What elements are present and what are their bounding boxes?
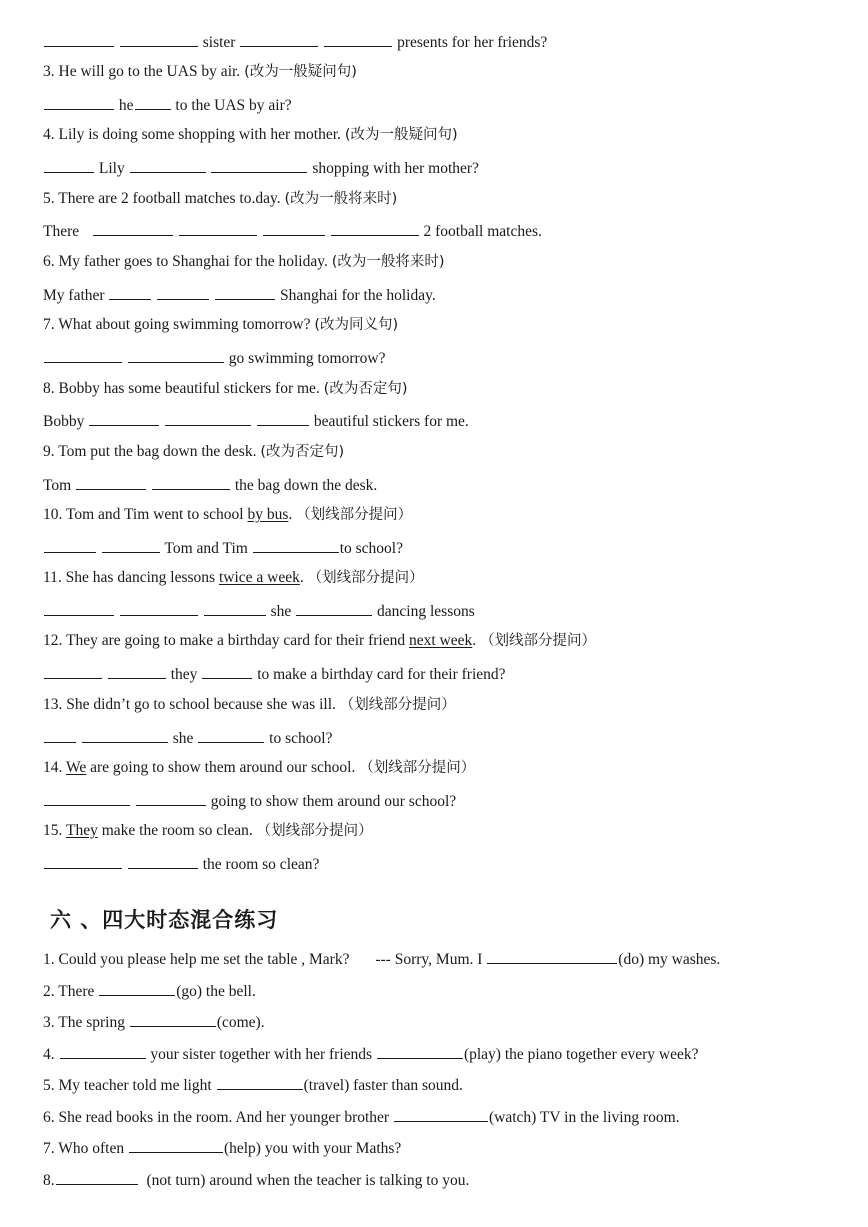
blank[interactable]: [394, 1106, 488, 1122]
blank[interactable]: [44, 94, 114, 110]
question-text: (not turn) around when the teacher is talking to you.: [146, 1172, 470, 1189]
question-10: [43, 505, 412, 525]
question-text: .: [288, 506, 293, 523]
text: he: [118, 97, 134, 114]
question-text: .: [472, 632, 477, 649]
question-text: .: [299, 569, 304, 586]
blank[interactable]: [257, 410, 309, 426]
underlined-part: They: [65, 822, 98, 839]
answer-line-14: [43, 790, 456, 812]
question-text: 7. Who often: [43, 1140, 125, 1157]
question-text: 10. Tom and Tim went to school: [43, 506, 244, 523]
text: My father: [43, 287, 105, 304]
blank[interactable]: [120, 31, 198, 47]
tense-question-1: [43, 948, 720, 970]
blank[interactable]: [82, 727, 168, 743]
text: she: [270, 603, 292, 620]
tense-question-2: [43, 980, 256, 1002]
question-text: 5. There are 2 football matches to.day.: [43, 190, 281, 207]
question-text: 7. What about going swimming tomorrow?: [43, 316, 311, 333]
answer-line-3: [43, 94, 292, 116]
blank[interactable]: [60, 1043, 146, 1059]
text: go swimming tomorrow?: [228, 350, 386, 367]
question-text: (watch) TV in the living room.: [488, 1109, 680, 1126]
answer-line-4: [43, 157, 479, 179]
question-text: 14.: [43, 759, 63, 776]
question-text: make the room so clean.: [101, 822, 253, 839]
text: Bobby: [43, 413, 85, 430]
instruction: (改为否定句): [260, 444, 345, 460]
text: to school?: [269, 730, 333, 747]
blank[interactable]: [128, 347, 224, 363]
blank[interactable]: [215, 284, 275, 300]
question-text: (go) the bell.: [176, 983, 256, 1000]
question-text: 5. My teacher told me light: [43, 1077, 212, 1094]
answer-line-10: [43, 537, 403, 559]
answer-line-13: [43, 727, 332, 749]
text: to school?: [339, 540, 403, 557]
question-text: 11. She has dancing lessons: [43, 569, 216, 586]
instruction: (改为一般将来时): [284, 191, 398, 207]
tense-question-7: [43, 1137, 401, 1159]
blank[interactable]: [179, 220, 257, 236]
question-text: (help) you with your Maths?: [223, 1140, 402, 1157]
blank[interactable]: [211, 157, 307, 173]
text: the room so clean?: [202, 856, 320, 873]
blank[interactable]: [157, 284, 209, 300]
instruction: (改为一般疑问句): [344, 127, 458, 143]
question-3: [43, 62, 357, 82]
text: shopping with her mother?: [312, 160, 479, 177]
blank[interactable]: [324, 31, 392, 47]
blank[interactable]: [487, 948, 617, 964]
blank[interactable]: [136, 790, 206, 806]
instruction: （划线部分提问）: [480, 633, 596, 649]
blank[interactable]: [152, 474, 230, 490]
answer-line-9: [43, 474, 377, 496]
blank[interactable]: [44, 853, 122, 869]
question-12: [43, 631, 596, 651]
question-13: [43, 695, 456, 715]
answer-line-12: [43, 663, 506, 685]
question-text: your sister together with her friends: [150, 1046, 373, 1063]
text: There: [43, 223, 80, 240]
text: Tom and Tim: [164, 540, 248, 557]
question-15: [43, 821, 373, 841]
blank[interactable]: [202, 663, 252, 679]
question-9: [43, 442, 344, 462]
answer-line-8: [43, 410, 469, 432]
underlined-part: We: [65, 759, 87, 776]
tense-question-8: [43, 1169, 469, 1191]
tense-question-3: [43, 1011, 265, 1033]
question-7: [43, 315, 398, 335]
answer-line-7: [43, 347, 385, 369]
tense-question-5: [43, 1074, 463, 1096]
question-6: [43, 252, 445, 272]
text: they: [170, 666, 198, 683]
blank[interactable]: [129, 1137, 223, 1153]
instruction: (改为否定句): [323, 381, 408, 397]
question-8: [43, 379, 408, 399]
text: Lily: [98, 160, 125, 177]
blank[interactable]: [377, 1043, 463, 1059]
answer-line-6: [43, 284, 436, 306]
blank[interactable]: [253, 537, 339, 553]
blank[interactable]: [44, 31, 114, 47]
question-text: 12. They are going to make a birthday card for their friend: [43, 632, 406, 649]
question-text: 8.: [43, 1172, 55, 1189]
text: Shanghai for the holiday.: [280, 287, 436, 304]
blank[interactable]: [109, 284, 151, 300]
blank[interactable]: [44, 727, 76, 743]
tense-question-4: [43, 1043, 698, 1065]
blank[interactable]: [130, 157, 206, 173]
text: the bag down the desk.: [234, 477, 378, 494]
question-text: 6. She read books in the room. And her younger brother: [43, 1109, 390, 1126]
blank[interactable]: [130, 1011, 216, 1027]
instruction: (改为一般将来时): [331, 254, 445, 270]
question-text: 9. Tom put the bag down the desk.: [43, 443, 257, 460]
blank[interactable]: [217, 1074, 303, 1090]
underlined-part: twice a week: [218, 569, 300, 586]
text: presents for her friends?: [397, 34, 548, 51]
instruction: (改为同义句): [314, 317, 399, 333]
question-text: 2. There: [43, 983, 95, 1000]
instruction: （划线部分提问）: [307, 570, 424, 586]
blank[interactable]: [165, 410, 251, 426]
text: beautiful stickers for me.: [313, 413, 469, 430]
question-text: 13. She didn’t go to school because she was ill.: [43, 696, 336, 713]
blank[interactable]: [135, 94, 171, 110]
instruction: （划线部分提问）: [296, 507, 413, 523]
blank[interactable]: [44, 790, 130, 806]
blank[interactable]: [44, 663, 102, 679]
instruction: （划线部分提问）: [339, 697, 456, 713]
question-text: (come).: [216, 1014, 265, 1031]
answer-line-2: [43, 31, 547, 53]
question-text: 3. He will go to the UAS by air.: [43, 63, 241, 80]
question-text: (play) the piano together every week?: [463, 1046, 699, 1063]
text: going to show them around our school?: [210, 793, 457, 810]
question-text: 8. Bobby has some beautiful stickers for me.: [43, 380, 320, 397]
question-5: [43, 189, 397, 209]
blank[interactable]: [240, 31, 318, 47]
blank[interactable]: [102, 537, 160, 553]
answer-line-15: [43, 853, 319, 875]
text: Tom: [43, 477, 72, 494]
blank[interactable]: [93, 220, 173, 236]
question-text: 1. Could you please help me set the table , Mark?: [43, 951, 350, 968]
answer-line-5: [43, 220, 542, 242]
instruction: （划线部分提问）: [256, 823, 373, 839]
section-heading: 六 、四大时态混合练习: [50, 908, 279, 932]
blank[interactable]: [120, 600, 198, 616]
blank[interactable]: [108, 663, 166, 679]
question-text: 4. Lily is doing some shopping with her mother.: [43, 126, 341, 143]
instruction: (改为一般疑问句): [244, 64, 357, 80]
question-text: (travel) faster than sound.: [303, 1077, 463, 1094]
question-text: 4.: [43, 1046, 55, 1063]
blank[interactable]: [76, 474, 146, 490]
blank[interactable]: [263, 220, 325, 236]
text: to make a birthday card for their friend?: [257, 666, 506, 683]
blank[interactable]: [99, 980, 175, 996]
text: sister: [202, 34, 236, 51]
blank[interactable]: [128, 853, 198, 869]
underlined-part: by bus: [247, 506, 289, 523]
text: dancing lessons: [377, 603, 475, 620]
text: 2 football matches.: [423, 223, 542, 240]
blank[interactable]: [44, 600, 114, 616]
question-text: 3. The spring: [43, 1014, 125, 1031]
instruction: （划线部分提问）: [359, 760, 476, 776]
underlined-part: next week: [408, 632, 473, 649]
question-11: [43, 568, 424, 588]
text: she: [172, 730, 194, 747]
question-4: [43, 125, 458, 145]
question-text: (do) my washes.: [618, 951, 721, 968]
question-text: 6. My father goes to Shanghai for the holiday.: [43, 253, 328, 270]
blank[interactable]: [331, 220, 419, 236]
question-text: 15.: [43, 822, 63, 839]
text: to the UAS by air?: [175, 97, 292, 114]
blank[interactable]: [296, 600, 372, 616]
question-text: --- Sorry, Mum. I: [375, 951, 483, 968]
blank[interactable]: [198, 727, 264, 743]
tense-question-6: [43, 1106, 680, 1128]
answer-line-11: [43, 600, 475, 622]
blank[interactable]: [56, 1169, 138, 1185]
blank[interactable]: [204, 600, 266, 616]
blank[interactable]: [44, 157, 94, 173]
blank[interactable]: [44, 347, 122, 363]
blank[interactable]: [89, 410, 159, 426]
question-14: [43, 758, 475, 778]
blank[interactable]: [44, 537, 96, 553]
question-text: are going to show them around our school.: [90, 759, 356, 776]
